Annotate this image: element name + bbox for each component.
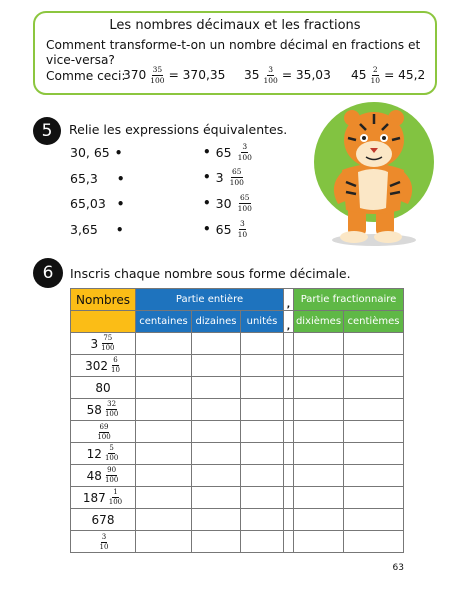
number-fraction: $\frac{3}{10}$	[99, 533, 109, 552]
answer-cell[interactable]	[192, 465, 241, 487]
right-expression: • 30 $\frac{65}{100}$	[203, 193, 252, 213]
exercise-number-badge: 6	[33, 258, 63, 288]
number-cell	[71, 465, 136, 487]
header-dizaines: dizaines	[192, 311, 241, 333]
comma-cell	[284, 421, 294, 443]
number-whole: 302	[85, 358, 108, 373]
example-fraction: $\frac{35}{100}$	[150, 65, 165, 85]
number-whole: 3	[90, 336, 99, 351]
exercise-number-badge: 5	[33, 117, 61, 145]
header-unites: unités	[241, 311, 284, 333]
answer-cell[interactable]	[344, 531, 404, 553]
answer-cell[interactable]	[344, 333, 404, 355]
answer-cell[interactable]	[192, 443, 241, 465]
comma-cell	[284, 531, 294, 553]
number-whole: 48	[86, 468, 102, 483]
number-fraction: $\frac{1}{100}$	[108, 488, 123, 506]
page-number: 63	[392, 563, 404, 573]
header-comma: ,	[284, 311, 294, 333]
example-fraction: $\frac{3}{100}$	[263, 65, 278, 85]
right-expression: • 65 $\frac{3}{100}$	[203, 142, 252, 162]
number-cell	[71, 509, 136, 531]
comma-cell	[284, 487, 294, 509]
example-2	[244, 66, 331, 84]
answer-cell[interactable]	[294, 399, 344, 421]
number-cell	[71, 333, 136, 355]
table-row	[71, 355, 404, 377]
header-integer-part: Partie entière	[136, 289, 284, 311]
table-row	[71, 377, 404, 399]
answer-cell[interactable]	[136, 355, 192, 377]
answer-cell[interactable]	[136, 465, 192, 487]
left-expression: 65,03 •	[70, 196, 125, 211]
exercise-instruction: Inscris chaque nombre sous forme décimale.	[70, 266, 351, 281]
comma-cell	[284, 333, 294, 355]
example-whole: 45	[351, 68, 367, 82]
match-dot[interactable]: •	[203, 222, 211, 236]
answer-cell[interactable]	[192, 421, 241, 443]
example-fraction: $\frac{2}{10}$	[370, 65, 381, 85]
answer-cell[interactable]	[136, 531, 192, 553]
comma-cell	[284, 509, 294, 531]
number-whole: 678	[91, 512, 115, 527]
table-row	[71, 421, 404, 443]
answer-cell[interactable]	[136, 487, 192, 509]
answer-cell[interactable]	[192, 487, 241, 509]
number-cell	[71, 421, 136, 443]
right-expression: • 65 $\frac{3}{10}$	[203, 219, 248, 239]
intro-box	[33, 11, 437, 95]
comma-cell	[284, 355, 294, 377]
match-dot[interactable]: •	[203, 145, 211, 159]
table-row	[71, 509, 404, 531]
table-row	[71, 399, 404, 421]
answer-cell[interactable]	[294, 465, 344, 487]
answer-cell[interactable]	[241, 509, 284, 531]
header-centaines: centaines	[136, 311, 192, 333]
number-fraction: $\frac{32}{100}$	[104, 400, 119, 418]
answer-cell[interactable]	[136, 377, 192, 399]
answer-cell[interactable]	[294, 443, 344, 465]
number-cell	[71, 377, 136, 399]
match-dot[interactable]: •	[203, 170, 211, 184]
header-blank	[71, 311, 136, 333]
answer-cell[interactable]	[241, 377, 284, 399]
answer-cell[interactable]	[344, 399, 404, 421]
number-cell	[71, 399, 136, 421]
answer-cell[interactable]	[241, 399, 284, 421]
comma-cell	[284, 399, 294, 421]
intro-question: Comment transforme-t-on un nombre décimal en fractions et vice-versa?	[46, 38, 421, 67]
place-value-table	[70, 288, 404, 553]
number-fraction: $\frac{90}{100}$	[104, 466, 119, 484]
number-fraction: $\frac{75}{100}$	[101, 334, 115, 352]
header-centiemes: centièmes	[344, 311, 404, 333]
answer-cell[interactable]	[192, 355, 241, 377]
answer-cell[interactable]	[192, 531, 241, 553]
answer-cell[interactable]	[136, 509, 192, 531]
answer-cell[interactable]	[136, 443, 192, 465]
answer-cell[interactable]	[192, 399, 241, 421]
answer-cell[interactable]	[241, 443, 284, 465]
answer-cell[interactable]	[241, 487, 284, 509]
example-3	[351, 66, 425, 84]
answer-cell[interactable]	[344, 509, 404, 531]
answer-cell[interactable]	[241, 465, 284, 487]
intro-title: Les nombres décimaux et les fractions	[109, 18, 361, 33]
match-dot[interactable]: •	[116, 171, 125, 186]
comma-cell	[284, 377, 294, 399]
number-whole: 187	[82, 490, 106, 505]
example-result: = 35,03	[281, 68, 331, 82]
header-fraction-part: Partie fractionnaire	[294, 289, 404, 311]
number-whole: 12	[86, 446, 102, 461]
match-dot[interactable]: •	[116, 196, 125, 211]
left-expression: 65,3 •	[70, 171, 125, 186]
answer-cell[interactable]	[241, 421, 284, 443]
answer-cell[interactable]	[344, 443, 404, 465]
header-dixiemes: dixièmes	[294, 311, 344, 333]
answer-cell[interactable]	[241, 531, 284, 553]
comma-cell	[284, 443, 294, 465]
answer-cell[interactable]	[294, 421, 344, 443]
number-whole: 80	[95, 380, 111, 395]
examples-lead: Comme ceci:	[46, 69, 126, 83]
answer-cell[interactable]	[192, 509, 241, 531]
right-expression: • 3 $\frac{65}{100}$	[203, 167, 244, 187]
example-result: = 45,2	[384, 68, 426, 82]
answer-cell[interactable]	[294, 487, 344, 509]
table-header-row	[71, 289, 404, 311]
answer-cell[interactable]	[344, 465, 404, 487]
answer-cell[interactable]	[344, 377, 404, 399]
left-expression: 30, 65 •	[70, 145, 123, 160]
left-expression: 3,65 •	[70, 222, 124, 237]
answer-cell[interactable]	[344, 355, 404, 377]
header-comma: ,	[284, 289, 294, 311]
match-dot[interactable]: •	[115, 222, 124, 237]
answer-cell[interactable]	[294, 333, 344, 355]
number-fraction: $\frac{5}{100}$	[104, 444, 119, 462]
example-whole: 370	[123, 68, 147, 82]
answer-cell[interactable]	[294, 355, 344, 377]
answer-cell[interactable]	[344, 421, 404, 443]
tiger-illustration	[302, 100, 442, 248]
answer-cell[interactable]	[294, 377, 344, 399]
answer-cell[interactable]	[192, 333, 241, 355]
table-row	[71, 333, 404, 355]
example-1	[123, 66, 225, 84]
table-row	[71, 465, 404, 487]
number-cell	[71, 355, 136, 377]
table-row	[71, 487, 404, 509]
answer-cell[interactable]	[344, 487, 404, 509]
exercise-instruction: Relie les expressions équivalentes.	[69, 122, 288, 137]
answer-cell[interactable]	[136, 333, 192, 355]
number-fraction: $\frac{6}{10}$	[110, 356, 120, 374]
answer-cell[interactable]	[136, 421, 192, 443]
example-result: = 370,35	[168, 68, 226, 82]
answer-cell[interactable]	[294, 509, 344, 531]
match-dot[interactable]: •	[203, 196, 211, 210]
table-subheader-row	[71, 311, 404, 333]
number-cell	[71, 531, 136, 553]
number-fraction: $\frac{69}{100}$	[97, 423, 111, 442]
match-dot[interactable]: •	[114, 145, 123, 160]
comma-cell	[284, 465, 294, 487]
answer-cell[interactable]	[241, 355, 284, 377]
example-whole: 35	[244, 68, 260, 82]
answer-cell[interactable]	[294, 531, 344, 553]
answer-cell[interactable]	[192, 377, 241, 399]
number-whole: 58	[86, 402, 102, 417]
table-row	[71, 443, 404, 465]
number-cell	[71, 487, 136, 509]
header-nombres: Nombres	[71, 289, 136, 311]
answer-cell[interactable]	[241, 333, 284, 355]
table-row	[71, 531, 404, 553]
number-cell	[71, 443, 136, 465]
answer-cell[interactable]	[136, 399, 192, 421]
